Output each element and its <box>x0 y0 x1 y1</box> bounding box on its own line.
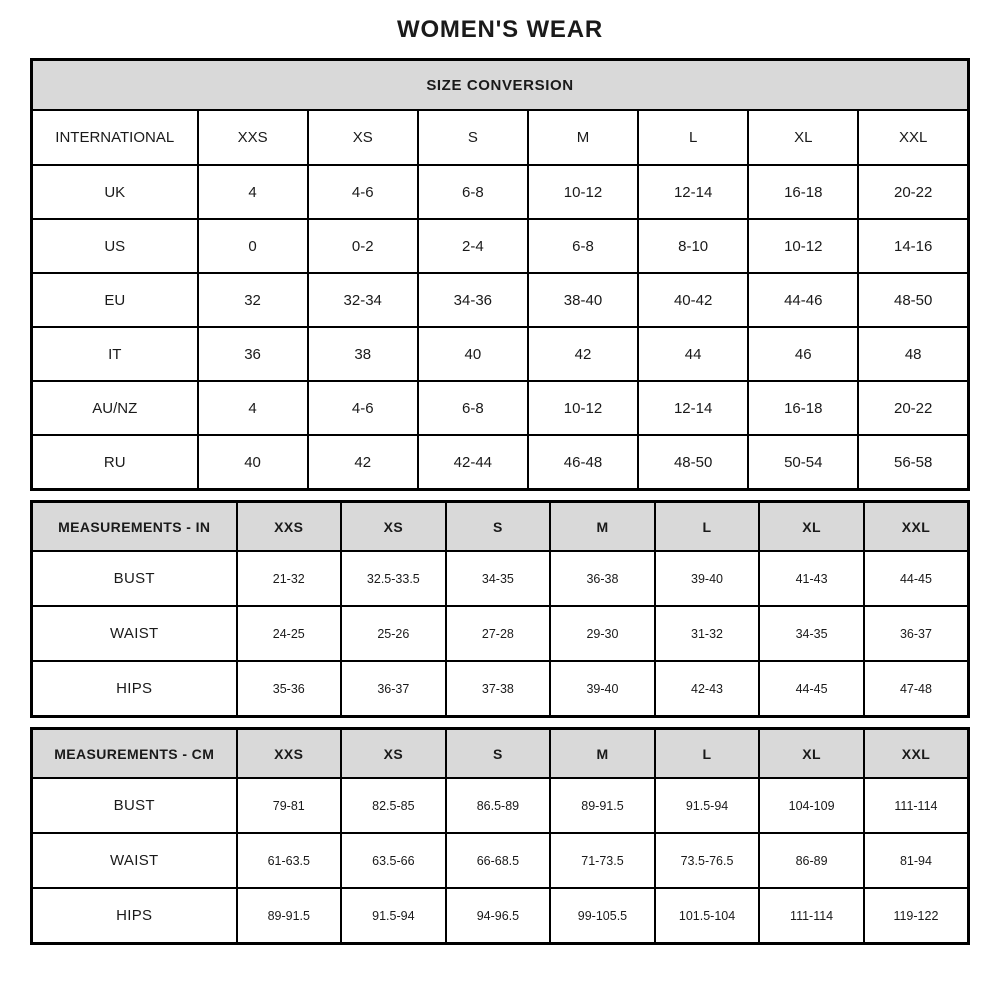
column-header: XXS <box>237 502 342 552</box>
row-label: BUST <box>32 778 237 833</box>
table-cell: 20-22 <box>858 165 968 219</box>
row-label: RU <box>32 435 198 490</box>
table-header-row <box>32 110 969 165</box>
column-header: XS <box>308 110 418 165</box>
table-cell: 10-12 <box>528 381 638 435</box>
table-cell: 42 <box>528 327 638 381</box>
table-row <box>32 381 969 435</box>
table-cell: 29-30 <box>550 606 655 661</box>
table-title: SIZE CONVERSION <box>32 60 969 111</box>
table-cell: 35-36 <box>237 661 342 717</box>
table-cell: 99-105.5 <box>550 888 655 944</box>
table-cell: 12-14 <box>638 165 748 219</box>
column-header: S <box>418 110 528 165</box>
table-cell: 42-44 <box>418 435 528 490</box>
table-cell: 34-35 <box>759 606 864 661</box>
row-label: HIPS <box>32 888 237 944</box>
table-cell: 6-8 <box>418 381 528 435</box>
table-cell: 48-50 <box>858 273 968 327</box>
column-header: XS <box>341 729 446 779</box>
table-cell: 42-43 <box>655 661 760 717</box>
table-cell: 44-45 <box>759 661 864 717</box>
table-cell: 89-91.5 <box>237 888 342 944</box>
table-cell: 14-16 <box>858 219 968 273</box>
table-row <box>32 833 969 888</box>
table-cell: 36 <box>198 327 308 381</box>
table-cell: 86.5-89 <box>446 778 551 833</box>
row-label: UK <box>32 165 198 219</box>
table-cell: 4-6 <box>308 381 418 435</box>
table-cell: 31-32 <box>655 606 760 661</box>
table-cell: 79-81 <box>237 778 342 833</box>
column-header: XXS <box>198 110 308 165</box>
table-cell: 119-122 <box>864 888 969 944</box>
table-cell: 66-68.5 <box>446 833 551 888</box>
column-header: L <box>638 110 748 165</box>
table-cell: 101.5-104 <box>655 888 760 944</box>
size-conversion-table <box>30 58 970 491</box>
column-header: M <box>550 729 655 779</box>
table-cell: 4 <box>198 165 308 219</box>
table-cell: 10-12 <box>528 165 638 219</box>
table-cell: 36-37 <box>864 606 969 661</box>
table-cell: 25-26 <box>341 606 446 661</box>
column-header: XL <box>759 729 864 779</box>
table-cell: 38-40 <box>528 273 638 327</box>
table-row <box>32 273 969 327</box>
table-row <box>32 551 969 606</box>
table-row <box>32 219 969 273</box>
row-label-header: INTERNATIONAL <box>32 110 198 165</box>
table-cell: 38 <box>308 327 418 381</box>
table-cell: 56-58 <box>858 435 968 490</box>
row-label: BUST <box>32 551 237 606</box>
table-cell: 39-40 <box>550 661 655 717</box>
table-cell: 71-73.5 <box>550 833 655 888</box>
table-cell: 36-38 <box>550 551 655 606</box>
table-cell: 21-32 <box>237 551 342 606</box>
table-cell: 73.5-76.5 <box>655 833 760 888</box>
column-header: M <box>550 502 655 552</box>
table-cell: 16-18 <box>748 165 858 219</box>
row-label: IT <box>32 327 198 381</box>
table-cell: 8-10 <box>638 219 748 273</box>
table-cell: 12-14 <box>638 381 748 435</box>
row-label: EU <box>32 273 198 327</box>
row-label: WAIST <box>32 833 237 888</box>
row-label: US <box>32 219 198 273</box>
table-cell: 61-63.5 <box>237 833 342 888</box>
table-cell: 47-48 <box>864 661 969 717</box>
row-label-header: MEASUREMENTS - IN <box>32 502 237 552</box>
page-title: WOMEN'S WEAR <box>397 16 603 43</box>
table-cell: 34-35 <box>446 551 551 606</box>
table-cell: 0 <box>198 219 308 273</box>
table-cell: 36-37 <box>341 661 446 717</box>
table-title-row <box>32 60 969 111</box>
table-cell: 82.5-85 <box>341 778 446 833</box>
table-row <box>32 327 969 381</box>
table-cell: 6-8 <box>418 165 528 219</box>
table-cell: 91.5-94 <box>341 888 446 944</box>
table-row <box>32 661 969 717</box>
table-cell: 86-89 <box>759 833 864 888</box>
column-header: M <box>528 110 638 165</box>
table-cell: 50-54 <box>748 435 858 490</box>
row-label: AU/NZ <box>32 381 198 435</box>
table-cell: 0-2 <box>308 219 418 273</box>
table-cell: 41-43 <box>759 551 864 606</box>
table-cell: 111-114 <box>759 888 864 944</box>
table-header-row <box>32 502 969 552</box>
table-cell: 44-45 <box>864 551 969 606</box>
column-header: XXL <box>864 502 969 552</box>
column-header: XXL <box>858 110 968 165</box>
table-row <box>32 778 969 833</box>
table-cell: 40 <box>418 327 528 381</box>
table-cell: 32 <box>198 273 308 327</box>
column-header: L <box>655 502 760 552</box>
table-cell: 40-42 <box>638 273 748 327</box>
table-cell: 37-38 <box>446 661 551 717</box>
table-row <box>32 435 969 490</box>
table-cell: 10-12 <box>748 219 858 273</box>
table-header-row <box>32 729 969 779</box>
table-cell: 89-91.5 <box>550 778 655 833</box>
table-row <box>32 606 969 661</box>
table-cell: 46 <box>748 327 858 381</box>
row-label: HIPS <box>32 661 237 717</box>
column-header: L <box>655 729 760 779</box>
table-cell: 48-50 <box>638 435 748 490</box>
table-cell: 44 <box>638 327 748 381</box>
table-cell: 20-22 <box>858 381 968 435</box>
table-cell: 4-6 <box>308 165 418 219</box>
table-cell: 27-28 <box>446 606 551 661</box>
measurements-in-table <box>30 500 970 718</box>
table-cell: 24-25 <box>237 606 342 661</box>
table-cell: 94-96.5 <box>446 888 551 944</box>
column-header: XL <box>748 110 858 165</box>
table-cell: 48 <box>858 327 968 381</box>
table-cell: 40 <box>198 435 308 490</box>
table-cell: 32-34 <box>308 273 418 327</box>
table-cell: 39-40 <box>655 551 760 606</box>
table-cell: 2-4 <box>418 219 528 273</box>
table-cell: 6-8 <box>528 219 638 273</box>
row-label: WAIST <box>32 606 237 661</box>
column-header: XXL <box>864 729 969 779</box>
table-row <box>32 888 969 944</box>
table-cell: 91.5-94 <box>655 778 760 833</box>
row-label-header: MEASUREMENTS - CM <box>32 729 237 779</box>
column-header: S <box>446 729 551 779</box>
table-cell: 34-36 <box>418 273 528 327</box>
table-cell: 46-48 <box>528 435 638 490</box>
column-header: XXS <box>237 729 342 779</box>
table-cell: 111-114 <box>864 778 969 833</box>
table-row <box>32 165 969 219</box>
column-header: XS <box>341 502 446 552</box>
table-cell: 44-46 <box>748 273 858 327</box>
table-cell: 81-94 <box>864 833 969 888</box>
column-header: S <box>446 502 551 552</box>
table-cell: 4 <box>198 381 308 435</box>
table-cell: 32.5-33.5 <box>341 551 446 606</box>
table-cell: 16-18 <box>748 381 858 435</box>
measurements-cm-table <box>30 727 970 945</box>
table-cell: 104-109 <box>759 778 864 833</box>
table-cell: 63.5-66 <box>341 833 446 888</box>
column-header: XL <box>759 502 864 552</box>
table-cell: 42 <box>308 435 418 490</box>
